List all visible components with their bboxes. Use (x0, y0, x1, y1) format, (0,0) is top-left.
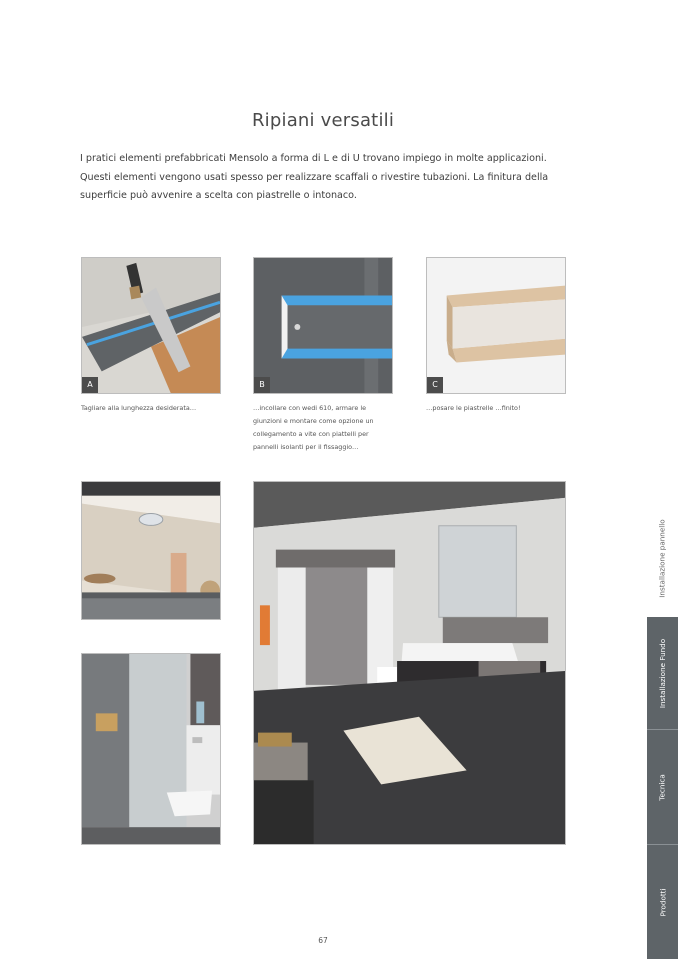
step-c-caption: …posare le piastrelle …finito! (426, 404, 521, 412)
step-b-caption: …incollare con wedi 610, armare le giunzioni e montare come opzione un collegamento a vite con piattelli per pannelli isolanti per il fissaggio… (253, 404, 374, 451)
tab-installazione-fundo[interactable] (647, 617, 678, 729)
tab-installazione-pannello-label: Installazione pannello (658, 518, 667, 598)
tab-prodotti[interactable] (647, 845, 678, 959)
tab-prodotti-label: Prodotti (658, 888, 667, 916)
tab-installazione-fundo-label: Installazione Fundo (658, 638, 667, 708)
step-c-label: C (427, 377, 443, 393)
step-c-photo (426, 257, 566, 394)
tab-tecnica-label: Tecnica (657, 773, 667, 801)
bathroom-photo (253, 481, 566, 845)
step-a-photo (81, 257, 221, 394)
tab-tecnica[interactable] (647, 730, 678, 844)
step-b-label: B (254, 377, 270, 393)
step-a-caption: Tagliare alla lunghezza desiderata… (81, 404, 197, 412)
intro-paragraph: I pratici elementi prefabbricati Mensolo a forma di L e di U trovano impiego in molte applicazioni. Questi elementi vengono usati spesso per realizzare scaffali o rivestire tubazioni. La finitura della superficie può avvenire a scelta con piastrelle o intonaco. (80, 153, 549, 201)
tab-installazione-pannello[interactable] (647, 500, 678, 616)
page-number: 67 (318, 936, 328, 945)
shower-photo (81, 653, 221, 845)
step-a-label: A (82, 377, 98, 393)
step-b-photo (253, 257, 393, 394)
niche-shelf-photo (81, 481, 221, 620)
page-title: Ripiani versatili (251, 110, 395, 131)
